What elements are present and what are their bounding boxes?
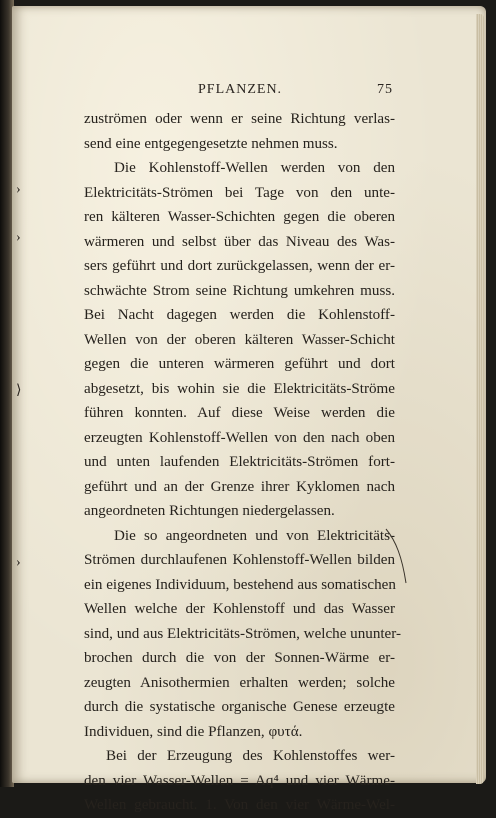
text-line: und unten laufenden Elektricitäts-Strömen fort- — [84, 454, 395, 470]
text-line: Wellen von der oberen kälteren Wasser-Schicht — [84, 331, 395, 348]
text-line: durch die systatische organische Genese erzeugte — [84, 699, 395, 715]
page-number: 75 — [377, 82, 393, 97]
text-line: send eine entgegengesetzte nehmen muss. — [84, 135, 338, 152]
text-line: den vier Wasser-Wellen = Aq⁴ und vier Wärme- — [84, 772, 395, 789]
text-line: Individuen, sind die Pflanzen, φυτά. — [84, 723, 303, 740]
margin-tick-mark: ⟩ — [16, 383, 22, 398]
running-header — [198, 82, 393, 102]
body-text — [84, 107, 402, 818]
text-line: führen konnten. Auf diese Weise werden die — [84, 405, 395, 421]
text-line: zeugten Anisothermien erhalten werden; solche — [84, 674, 395, 691]
text-line: gegen die unteren wärmeren geführt und dort — [84, 356, 395, 372]
page-edge — [476, 14, 484, 784]
text-line: angeordneten Richtungen niedergelassen. — [84, 503, 335, 519]
margin-tick-mark: › — [16, 555, 21, 570]
text-line: Die so angeordneten und von Elektricitäts- — [114, 527, 395, 544]
text-line: Wellen welche der Kohlenstoff und das Wasser — [84, 601, 395, 617]
text-line: zuströmen oder wenn er seine Richtung verlas- — [84, 111, 395, 127]
text-line: erzeugten Kohlenstoff-Wellen von den nach oben — [84, 429, 395, 446]
margin-tick-mark: › — [16, 182, 21, 197]
text-line: ein eigenes Individuum, bestehend aus somatischen — [84, 576, 396, 593]
text-line: Wellen gebraucht. 1. Von den vier Wärme-Wel- — [84, 797, 395, 813]
text-line: Bei Nacht dagegen werden die Kohlenstoff- — [84, 307, 395, 323]
text-line: brochen durch die von der Sonnen-Wärme er- — [84, 650, 395, 666]
text-line: ren kälteren Wasser-Schichten gegen die oberen — [84, 209, 395, 225]
text-line: sers geführt und dort zurückgelassen, wenn der er- — [84, 258, 395, 274]
text-line: wärmeren und selbst über das Niveau des Was- — [84, 233, 395, 250]
margin-tick-mark: › — [16, 230, 21, 245]
text-line: abgesetzt, bis wohin sie die Elektricitäts-Ströme — [84, 380, 395, 397]
text-line: schwächte Strom seine Richtung umkehren muss. — [84, 282, 395, 299]
text-line: Elektricitäts-Strömen bei Tage von den unte- — [84, 184, 395, 201]
text-line: geführt und an der Grenze ihrer Kyklomen nach — [84, 478, 395, 495]
text-line: Bei der Erzeugung des Kohlenstoffes wer- — [106, 748, 395, 764]
running-title: PFLANZEN. — [198, 82, 283, 97]
margin-pencil-mark — [382, 527, 410, 587]
text-line: sind, und aus Elektricitäts-Strömen, welche ununter- — [84, 625, 402, 642]
text-line: Strömen durchlaufenen Kohlenstoff-Wellen bilden — [84, 552, 395, 568]
text-line: Die Kohlenstoff-Wellen werden von den — [114, 160, 395, 176]
